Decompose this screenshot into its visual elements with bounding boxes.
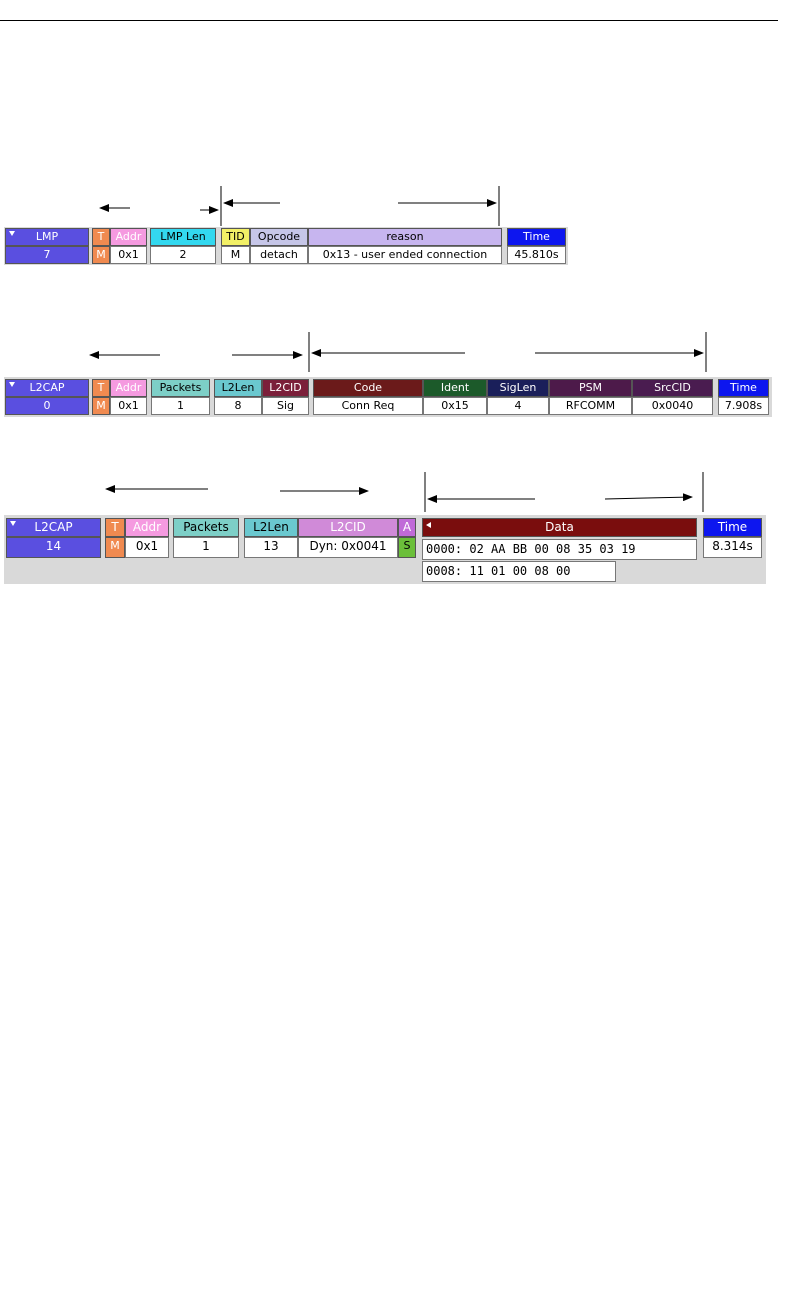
code-value: Conn Req [313,397,423,415]
collapse-icon[interactable] [9,382,15,387]
ident-value: 0x15 [423,397,487,415]
l2cid-header: L2CID [262,379,309,397]
addr-header: Addr [125,518,169,537]
opcode-value: detach [250,246,308,264]
reason-header: reason [308,228,502,246]
data-hex-line: 0008: 11 01 00 08 00 [422,561,616,582]
tid-value: M [221,246,250,264]
siglen-header: SigLen [487,379,549,397]
addr-header: Addr [110,228,147,246]
l2len-header: L2Len [244,518,298,537]
t-value: M [92,397,110,415]
code-header: Code [313,379,423,397]
data-hex-line: 0000: 02 AA BB 00 08 35 03 19 [422,539,697,560]
t-value: M [92,246,110,264]
l2cap-protocol-value: 14 [6,537,101,558]
time-value: 8.314s [703,537,762,558]
t-header: T [92,379,110,397]
l2cid-value: Sig [262,397,309,415]
l2len-value: 8 [214,397,262,415]
lmp-protocol-value: 7 [5,246,89,264]
addr-value: 0x1 [125,537,169,558]
lmp-len-value: 2 [150,246,216,264]
l2cid-value: Dyn: 0x0041 [298,537,398,558]
t-header: T [105,518,125,537]
time-header: Time [507,228,566,246]
l2cap-protocol-header[interactable]: L2CAP [6,518,101,537]
lmp-len-header: LMP Len [150,228,216,246]
tid-header: TID [221,228,250,246]
packets-value: 1 [173,537,239,558]
psm-header: PSM [549,379,632,397]
l2len-value: 13 [244,537,298,558]
l2cap-protocol-value: 0 [5,397,89,415]
time-header: Time [703,518,762,537]
arrow-right [605,497,692,499]
a-header: A [398,518,416,537]
l2len-header: L2Len [214,379,262,397]
ident-header: Ident [423,379,487,397]
l2cap-protocol-header[interactable]: L2CAP [5,379,89,397]
srccid-header: SrcCID [632,379,713,397]
time-value: 45.810s [507,246,566,264]
srccid-value: 0x0040 [632,397,713,415]
l2cid-header: L2CID [298,518,398,537]
psm-value: RFCOMM [549,397,632,415]
packets-value: 1 [151,397,210,415]
collapse-icon[interactable] [10,521,16,526]
packets-header: Packets [173,518,239,537]
opcode-header: Opcode [250,228,308,246]
packets-header: Packets [151,379,210,397]
a-value: S [398,537,416,558]
time-value: 7.908s [718,397,769,415]
addr-value: 0x1 [110,246,147,264]
time-header: Time [718,379,769,397]
expand-left-icon[interactable] [426,522,431,528]
data-header[interactable]: Data [422,518,697,537]
t-value: M [105,537,125,558]
addr-value: 0x1 [110,397,147,415]
t-header: T [92,228,110,246]
reason-value: 0x13 - user ended connection [308,246,502,264]
collapse-icon[interactable] [9,231,15,236]
siglen-value: 4 [487,397,549,415]
lmp-protocol-header[interactable]: LMP [5,228,89,246]
addr-header: Addr [110,379,147,397]
